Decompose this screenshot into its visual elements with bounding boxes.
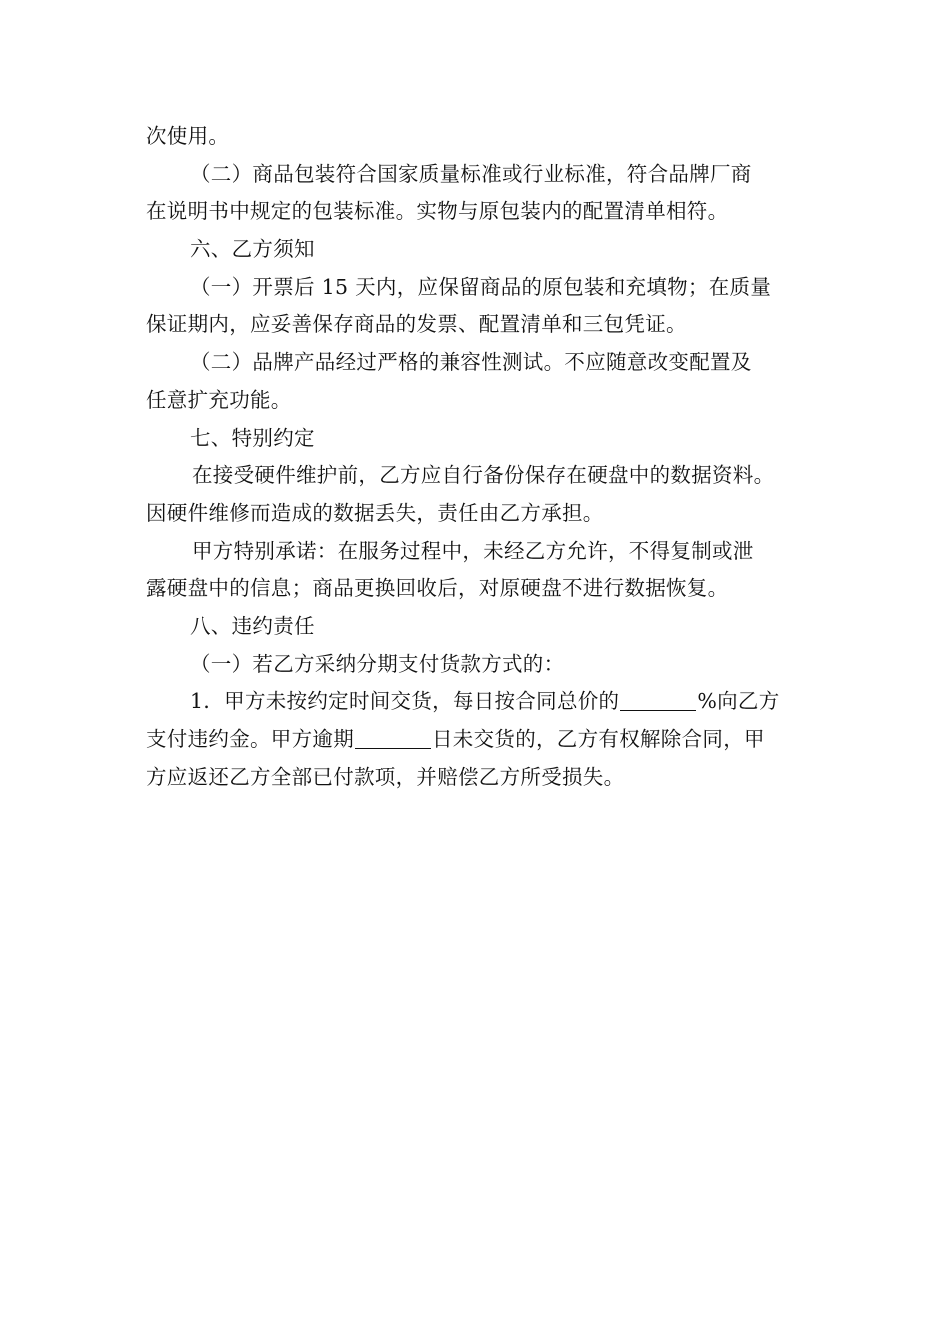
section-heading: 八、违约责任 <box>190 613 315 638</box>
paragraph-line: 任意扩充功能。 <box>146 387 292 412</box>
document-body <box>146 118 816 796</box>
line-text-before-blank: 1．甲方未按约定时间交货，每日按合同总价的 <box>190 689 620 714</box>
paragraph-line: 在接受硬件维护前，乙方应自行备份保存在硬盘中的数据资料。 <box>192 463 775 488</box>
line-text-before-blank: 支付违约金。甲方逾期 <box>146 727 354 751</box>
paragraph-line <box>146 721 816 759</box>
paragraph-line: 次使用。 <box>146 124 230 148</box>
paragraph-line: 在说明书中规定的包装标准。实物与原包装内的配置清单相符。 <box>146 199 729 224</box>
section-heading: 七、特别约定 <box>190 425 315 450</box>
fill-in-blank <box>355 728 431 749</box>
paragraph-line: 方应返还乙方全部已付款项，并赔偿乙方所受损失。 <box>146 764 625 789</box>
paragraph-line: （一）若乙方采纳分期支付货款方式的： <box>190 651 565 676</box>
paragraph-line: 露硬盘中的信息；商品更换回收后，对原硬盘不进行数据恢复。 <box>146 576 729 601</box>
line-text-after-blank: %向乙方 <box>697 689 780 714</box>
paragraph-line <box>146 683 816 721</box>
paragraph-line: （一）开票后 15 天内，应保留商品的原包装和充填物；在质量 <box>190 274 772 299</box>
line-text-after-blank: 日未交货的，乙方有权解除合同，甲 <box>432 727 765 751</box>
paragraph-line: 保证期内，应妥善保存商品的发票、配置清单和三包凭证。 <box>146 312 687 337</box>
paragraph-line: （二）商品包装符合国家质量标准或行业标准，符合品牌厂商 <box>190 161 752 186</box>
paragraph-line: 甲方特别承诺：在服务过程中，未经乙方允许，不得复制或泄 <box>192 538 754 563</box>
fill-in-blank <box>620 690 696 711</box>
paragraph-line: 因硬件维修而造成的数据丢失，责任由乙方承担。 <box>146 500 604 525</box>
section-heading: 六、乙方须知 <box>190 237 315 262</box>
paragraph-line: （二）品牌产品经过严格的兼容性测试。不应随意改变配置及 <box>190 350 752 375</box>
